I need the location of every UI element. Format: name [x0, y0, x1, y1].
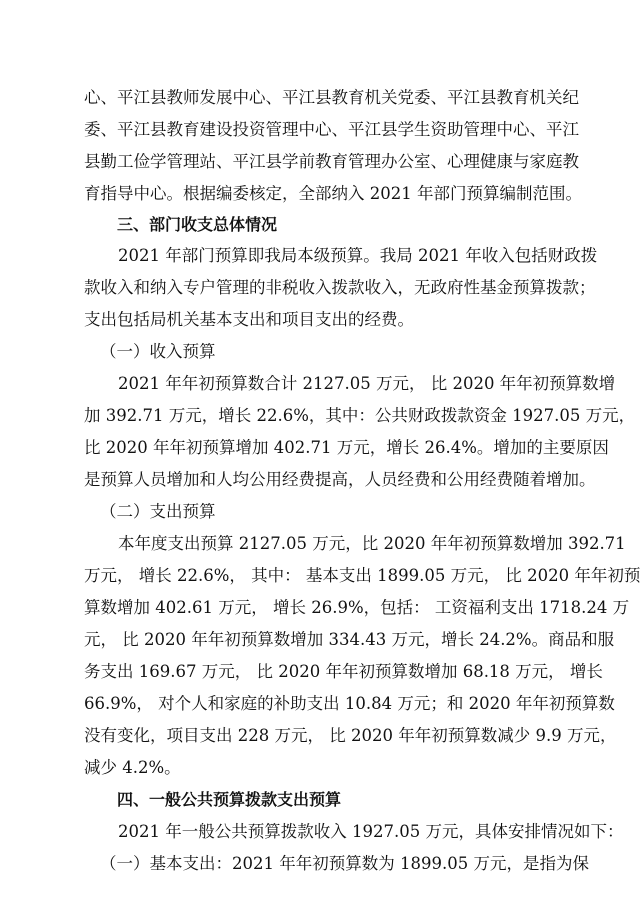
- text-line: 比 2020 年年初预算增加 402.71 万元，增长 26.4%。增加的主要原因: [84, 438, 609, 457]
- text-line: 款收入和纳入专户管理的非税收入拨款收入，无政府性基金预算拨款；: [84, 278, 596, 297]
- section-heading: 三、部门收支总体情况: [117, 215, 278, 234]
- text-line: 育指导中心。根据编委核定，全部纳入 2021 年部门预算编制范围。: [84, 184, 582, 203]
- text-line: 算数增加 402.61 万元， 增长 26.9%，包括： 工资福利支出 1718.24 万: [84, 598, 630, 617]
- text-line: 加 392.71 万元，增长 22.6%，其中：公共财政拨款资金 1927.05 万元，: [84, 406, 636, 425]
- text-line: 2021 年部门预算即我局本级预算。我局 2021 年收入包括财政拨: [118, 246, 598, 265]
- section-heading: 四、一般公共预算拨款支出预算: [117, 790, 342, 809]
- text-line: 66.9%， 对个人和家庭的补助支出 10.84 万元；和 2020 年年初预算数: [84, 694, 615, 713]
- text-line: 是预算人员增加和人均公用经费提高，人员经费和公用经费随着增加。: [84, 470, 596, 489]
- text-line: 减少 4.2%。: [84, 758, 181, 777]
- text-line: 2021 年一般公共预算拨款收入 1927.05 万元，具体安排情况如下：: [118, 822, 624, 841]
- text-line: 县勤工俭学管理站、平江县学前教育管理办公室、心理健康与家庭教: [84, 152, 579, 171]
- subsection-heading: （一）收入预算: [100, 342, 216, 361]
- text-line: 务支出 169.67 万元， 比 2020 年年初预算数增加 68.18 万元， 增长: [84, 662, 603, 681]
- text-line: 万元， 增长 22.6%， 其中： 基本支出 1899.05 万元， 比 2020 年年初预: [84, 566, 640, 585]
- text-line: 本年度支出预算 2127.05 万元，比 2020 年年初预算数增加 392.71: [118, 534, 626, 553]
- subsection-heading: （二）支出预算: [100, 502, 216, 521]
- text-line: 心、平江县教师发展中心、平江县教育机关党委、平江县教育机关纪: [84, 88, 579, 107]
- text-line: 委、平江县教育建设投资管理中心、平江县学生资助管理中心、平江: [84, 120, 579, 139]
- text-line: 支出包括局机关基本支出和项目支出的经费。: [84, 310, 414, 329]
- text-line: 元， 比 2020 年年初预算数增加 334.43 万元，增长 24.2%。商品和服: [84, 630, 615, 649]
- text-line: 2021 年年初预算数合计 2127.05 万元， 比 2020 年年初预算数增: [118, 374, 616, 393]
- text-line: 没有变化，项目支出 228 万元， 比 2020 年年初预算数减少 9.9 万元，: [84, 726, 617, 745]
- text-line: （一）基本支出：2021 年年初预算数为 1899.05 万元，是指为保: [100, 854, 589, 873]
